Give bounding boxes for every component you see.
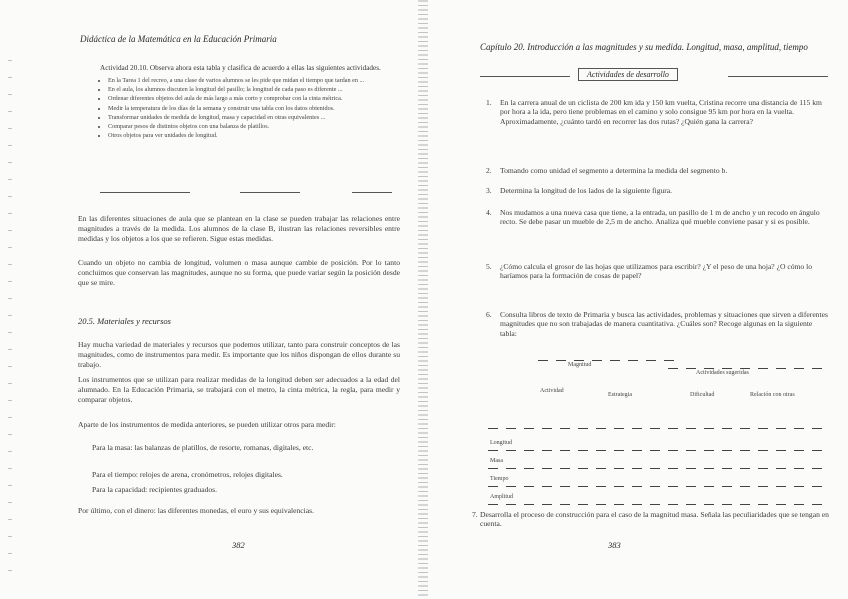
table-column-header: Relación con otras: [750, 392, 795, 398]
activity-title: Actividad 20.10. Observa ahora esta tabla y clasifica de acuerdo a ellas las siguientes actividades.: [100, 64, 381, 72]
section-title: 20.5. Materiales y recursos: [78, 316, 171, 326]
dashed-line: [538, 360, 678, 361]
list-item: Para la masa: las balanzas de platillos, de resorte, romanas, digitales, etc.: [92, 443, 314, 452]
table-group-left: Magnitud: [568, 362, 592, 368]
activity-box: [100, 64, 390, 141]
paragraph: Aparte de los instrumentos de medida anteriores, se pueden utilizar otros para medir:: [78, 420, 336, 429]
paragraph: Por último, con el dinero: las diferentes monedas, el euro y sus equivalencias.: [78, 506, 314, 515]
activity-item: • En la Tarea 1 del recreo, a una clase de varios alumnos se les pide que midan el tiempo que tardan en ...: [108, 77, 390, 85]
rule-line: [240, 192, 300, 193]
exercise-number: 1.: [486, 98, 492, 107]
table-column-header: Estrategia: [608, 392, 632, 398]
dashed-line: [488, 450, 828, 451]
dashed-line: [488, 486, 828, 487]
activity-item: • Transformar unidades de medida de longitud, masa y capacidad en otras equivalentes ...: [108, 114, 390, 122]
table-row-label: Longitud: [490, 440, 512, 446]
page-edge-marks: [8, 60, 12, 580]
paragraph: Cuando un objeto no cambia de longitud, volumen o masa aunque cambie de posición. Por lo tanto concluimos que conservan las magnitudes, aunque no su forma, que puede variar según la posición desde que se mire.: [78, 258, 400, 287]
exercise-number: 7.: [472, 510, 478, 519]
exercise-text: Consulta libros de texto de Primaria y busca las actividades, problemas y situaciones que sirven a diferentes magnitudes que no son trabajadas de manera cuantitativa. ¿Cuáles son? Recoge algunas en la siguiente tabla:: [500, 310, 828, 338]
exercise-item: [486, 98, 830, 126]
paragraph: Los instrumentos que se utilizan para realizar medidas de la longitud deben ser adecuados a la edad del alumnado. En la Educación Primaria, se trabajará con el metro, la cinta métrica, la regla, para medir y comparar objetos.: [78, 375, 400, 404]
exercise-text: Nos mudamos a una nueva casa que tiene, a la entrada, un pasillo de 1 m de ancho y un recodo en ángulo recto. Se debe pasar un mueble de 2,5 m de ancho. Analiza qué mueble conviene pasar y si es posible.: [500, 208, 820, 227]
page-number: 382: [232, 540, 245, 550]
paragraph: Hay mucha variedad de materiales y recursos que podemos utilizar, tanto para construir conceptos de las magnitudes, como de instrumentos para medir. Es importante que los niños dispongan de ellos durante su trabajo.: [78, 340, 400, 369]
rule-line: [100, 192, 190, 193]
running-header-left: Didáctica de la Matemática en la Educación Primaria: [80, 34, 277, 44]
list-item: Para la capacidad: recipientes graduados.: [92, 485, 218, 494]
activity-item: • Medir la temperatura de los días de la semana y construir una tabla con los datos obtenidos.: [108, 105, 390, 113]
table-column-header: Actividad: [540, 388, 564, 394]
exercise-item: [486, 262, 830, 281]
exercise-text: En la carrera anual de un ciclista de 200 km ida y 150 km vuelta, Cristina recorre una distancia de 115 km por hora a la ida, pero tiene problemas en el camino y solo consigue 95 km por hora en la vuelta. Aproximadamente, ¿cuánto tardó en recorrer las dos rutas? ¿Quién gana la carrera?: [500, 98, 822, 126]
table-row-label: Tiempo: [490, 476, 509, 482]
dashed-line: [488, 504, 828, 505]
table-row-label: Amplitud: [490, 494, 514, 500]
activity-item: • Ordenar diferentes objetos del aula de más largo a más corto y comprobar con la cinta métrica.: [108, 95, 390, 103]
list-item: Para el tiempo: relojes de arena, cronómetros, relojes digitales.: [92, 470, 283, 479]
rule-line: [480, 76, 570, 77]
exercise-item: [486, 208, 830, 227]
exercise-item: [472, 510, 830, 529]
table-group-right: Actividades sugeridas: [696, 370, 749, 376]
dashed-line: [488, 468, 828, 469]
exercise-item: [486, 186, 830, 195]
table-column-header: Dificultad: [690, 392, 715, 398]
exercise-number: 4.: [486, 208, 492, 217]
left-page: [0, 0, 420, 599]
exercise-text: Determina la longitud de los lados de la siguiente figura.: [500, 186, 673, 195]
table-row-label: Masa: [490, 458, 503, 464]
rule-line: [728, 76, 828, 77]
page-number: 383: [608, 540, 621, 550]
activity-list: [100, 77, 390, 140]
exercise-text: Desarrolla el proceso de construcción para el caso de la magnitud masa. Señala las peculiaridades que se tengan en cuenta.: [480, 510, 829, 529]
exercise-item: [486, 310, 830, 338]
right-page: [428, 0, 848, 599]
dashed-line: [488, 428, 828, 429]
exercise-number: 5.: [486, 262, 492, 271]
rule-line: [352, 192, 392, 193]
exercise-item: [486, 166, 830, 175]
exercise-number: 3.: [486, 186, 492, 195]
activity-item: • Otros objetos para ver unidades de longitud.: [108, 132, 390, 140]
dashed-line: [668, 368, 828, 369]
section-heading: Actividades de desarrollo: [578, 68, 678, 81]
exercise-text: ¿Cómo calcula el grosor de las hojas que utilizamos para escribir? ¿Y el peso de una hoja? ¿O cómo lo haríamos para la formación de cosas de papel?: [500, 262, 813, 281]
exercise-number: 2.: [486, 166, 492, 175]
exercise-number: 6.: [486, 310, 492, 319]
paragraph: En las diferentes situaciones de aula que se plantean en la clase se pueden trabajar las relaciones entre magnitudes a través de la medida. Los alumnos de la clase B, ilustran las relaciones reversibles entre medidas y los objetos a los que se refieren. Sigue estas medidas.: [78, 214, 400, 243]
activity-item: • En el aula, los alumnos discuten la longitud del pasillo; la longitud de cada paso es diferente ...: [108, 86, 390, 94]
running-header-right: Capítulo 20. Introducción a las magnitudes y su medida. Longitud, masa, amplitud, tiempo: [480, 42, 808, 52]
exercise-text: Tomando como unidad el segmento a determina la medida del segmento b.: [500, 166, 728, 175]
activity-item: • Comparar pesos de distintos objetos con una balanza de platillos.: [108, 123, 390, 131]
